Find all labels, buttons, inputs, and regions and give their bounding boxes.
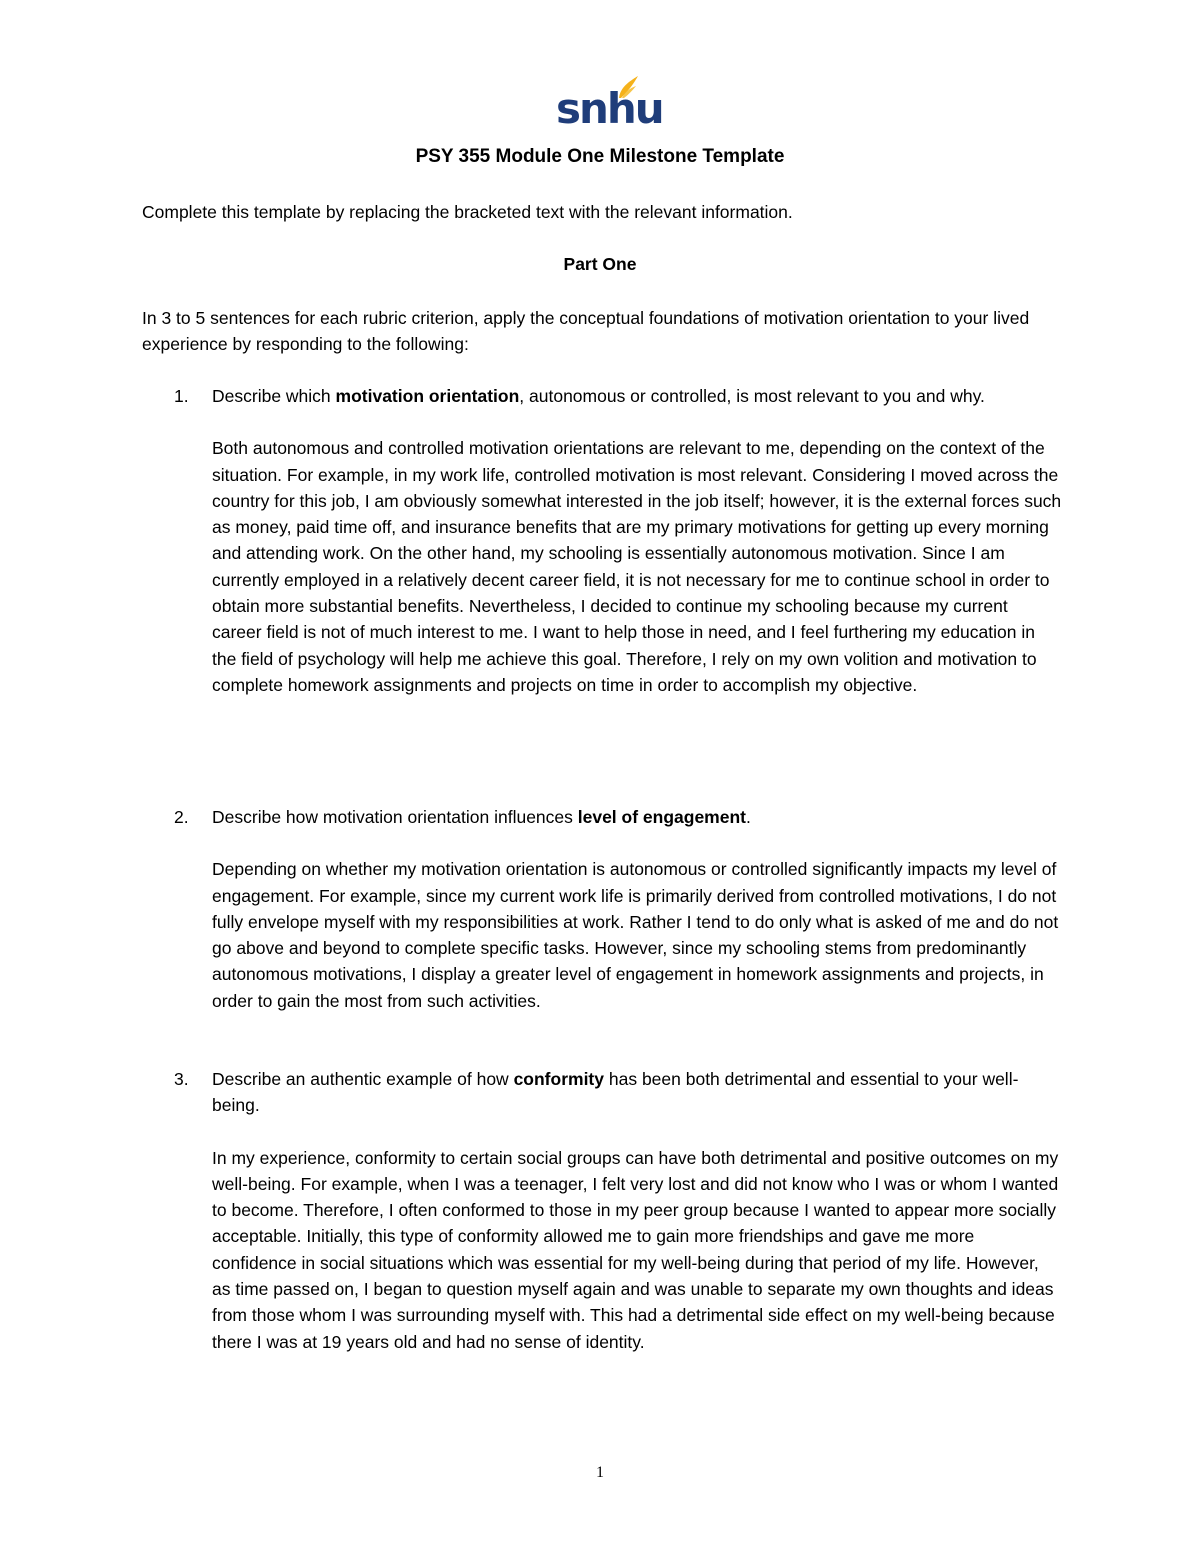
intro-paragraph: In 3 to 5 sentences for each rubric criterion, apply the conceptual foundations of motivation orientation to your lived experience by responding to the following:: [142, 308, 1030, 355]
logo-text: snhu: [556, 84, 663, 133]
part-heading: Part One: [563, 254, 637, 274]
answer-paragraph: Depending on whether my motivation orientation is autonomous or controlled significantly impacts my level of engagement. For example, since my current work life is primarily derived from controlled motivations, I do not fully envelope myself with my responsibilities at work. Rather I tend to do only what is asked of me and do not go above and beyond to complete specific tasks. However, since my schooling stems from predominantly autonomous motivations, I display a greater level of engagement in homework assignments and projects, in order to gain the most from such activities.: [212, 859, 1059, 1011]
prompt-text: Describe which: [212, 386, 336, 406]
page-number: 1: [596, 1464, 604, 1481]
item-body: [212, 804, 1062, 1014]
item-number: 1.: [174, 386, 189, 406]
item-prompt: [212, 1066, 1062, 1119]
item-prompt: [212, 383, 1062, 409]
item-prompt: [212, 804, 1062, 830]
document-title: PSY 355 Module One Milestone Template: [415, 146, 785, 167]
prompt-key-term: motivation orientation: [335, 386, 520, 406]
prompt-text: has been both detrimental and essential to your well-being.: [212, 1069, 1019, 1116]
prompt-text: .: [746, 807, 751, 827]
item-body: [212, 383, 1062, 698]
answer-paragraph: Both autonomous and controlled motivation orientations are relevant to me, depending on the context of the situation. For example, in my work life, controlled motivation is most relevant. Considering I moved across the country for this job, I am obviously somewhat interested in the job itself; however, it is the external forces such as money, paid time off, and insurance benefits that are my primary motivations for getting up every morning and attending work. On the other hand, my schooling is essentially autonomous motivation. Since I am currently employed in a relatively decent career field, it is not necessary for me to continue school in order to obtain more substantial benefits. Nevertheless, I decided to continue my schooling because my current career field is not of much interest to me. I want to help those in need, and I feel furthering my education in the field of psychology will help me achieve this goal. Therefore, I rely on my own volition and motivation to complete homework assignments and projects on time in order to accomplish my objective.: [212, 438, 1062, 695]
prompt-key-term: level of engagement: [577, 807, 746, 827]
item-number: 2.: [174, 807, 189, 827]
item-body: [212, 1066, 1062, 1355]
item-number: 3.: [174, 1069, 189, 1089]
instructions-text: Complete this template by replacing the bracketed text with the relevant information.: [142, 202, 793, 222]
prompt-text: Describe how motivation orientation influences: [212, 807, 578, 827]
answer-paragraph: In my experience, conformity to certain social groups can have both detrimental and positive outcomes on my well-being. For example, when I was a teenager, I felt very lost and did not know who I was or whom I wanted to become. Therefore, I often conformed to those in my peer group because I wanted to appear more socially acceptable. Initially, this type of conformity allowed me to gain more friendships and gave me more confidence in social situations which was essential for my well-being during that period of my life. However, as time passed on, I began to question myself again and was unable to separate my own thoughts and ideas from those whom I was surrounding myself with. This had a detrimental side effect on my well-being because there I was at 19 years old and had no sense of identity.: [212, 1147, 1059, 1352]
prompt-key-term: conformity: [513, 1069, 604, 1089]
prompt-text: Describe an authentic example of how: [212, 1069, 514, 1089]
prompt-text: , autonomous or controlled, is most relevant to you and why.: [519, 386, 985, 406]
snhu-logo: [556, 74, 663, 133]
